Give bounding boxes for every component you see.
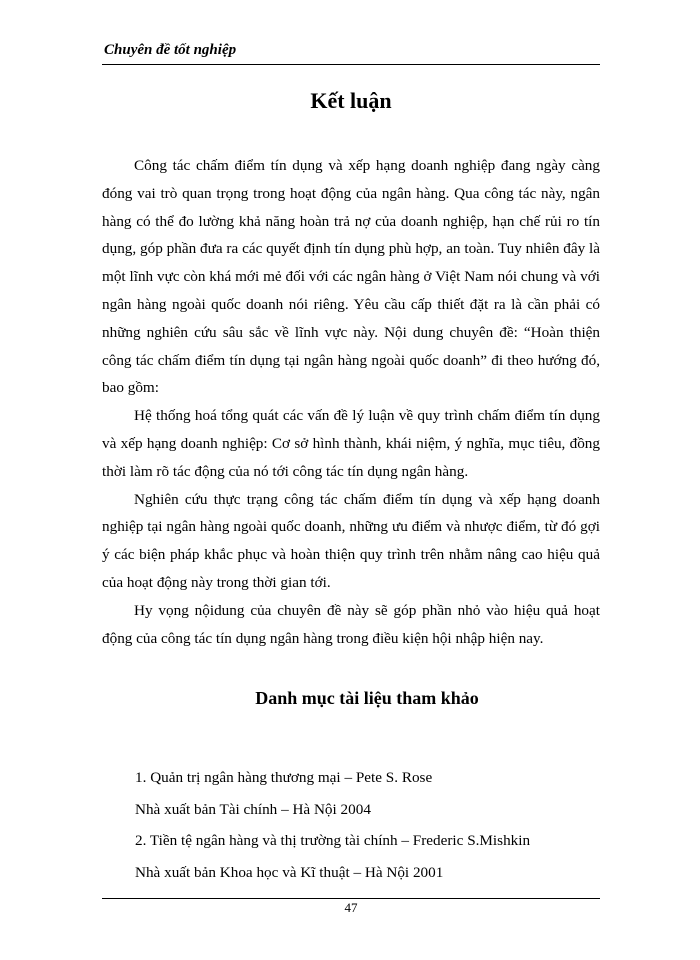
- header-rule: [102, 64, 600, 65]
- paragraph: Hệ thống hoá tổng quát các vấn đề lý luận về quy trình chấm điểm tín dụng và xếp hạng doanh nghiệp: Cơ sở hình thành, khái niệm, ý nghĩa, mục tiêu, đồng thời làm rõ tác động của nó tới công tác tín dụng ngân hàng.: [102, 407, 600, 480]
- reference-line: Nhà xuất bản Tài chính – Hà Nội 2004: [135, 800, 371, 818]
- references-title: Danh mục tài liệu tham khảo: [255, 688, 479, 708]
- paragraph: Hy vọng nộidung của chuyên đề này sẽ góp phần nhỏ vào hiệu quả hoạt động của công tác tín dụng ngân hàng trong điều kiện hội nhập hiện nay.: [102, 601, 600, 647]
- conclusion-body: [102, 152, 600, 652]
- paragraph: Công tác chấm điểm tín dụng và xếp hạng doanh nghiệp đang ngày càng đóng vai trò quan trọng trong hoạt động của ngân hàng. Qua công tác này, ngân hàng có thể đo lường khả năng hoàn trả nợ của doanh nghiệp, hạn chế rủi ro tín dụng, góp phần đưa ra các quyết định tín dụng phù hợp, an toàn. Tuy nhiên đây là một lĩnh vực còn khá mới mẻ đối với các ngân hàng ở Việt Nam nói chung và với ngân hàng ngoài quốc doanh nói riêng. Yêu cầu cấp thiết đặt ra là cần phải có những nghiên cứu sâu sắc về lĩnh vực này. Nội dung chuyên đề: “Hoàn thiện công tác chấm điểm tín dụng tại ngân hàng ngoài quốc doanh” đi theo hướng đó, bao gồm:: [102, 157, 600, 397]
- reference-line: 2. Tiền tệ ngân hàng và thị trường tài chính – Frederic S.Mishkin: [135, 832, 531, 849]
- reference-line: 1. Quản trị ngân hàng thương mại – Pete S. Rose: [135, 769, 433, 786]
- section-title: Kết luận: [310, 88, 392, 113]
- reference-line: Nhà xuất bản Khoa học và Kĩ thuật – Hà Nội 2001: [135, 863, 444, 881]
- page-number: 47: [344, 900, 358, 915]
- paragraph: Nghiên cứu thực trạng công tác chấm điểm tín dụng và xếp hạng doanh nghiệp tại ngân hàng ngoài quốc doanh, những ưu điểm và nhược điểm, từ đó gợi ý các biện pháp khắc phục và hoàn thiện quy trình trên nhằm nâng cao hiệu quả của hoạt động này trong thời gian tới.: [102, 490, 600, 591]
- running-header: Chuyên đề tốt nghiệp: [104, 42, 237, 58]
- references-list: [135, 762, 530, 888]
- footer-rule: [102, 898, 600, 899]
